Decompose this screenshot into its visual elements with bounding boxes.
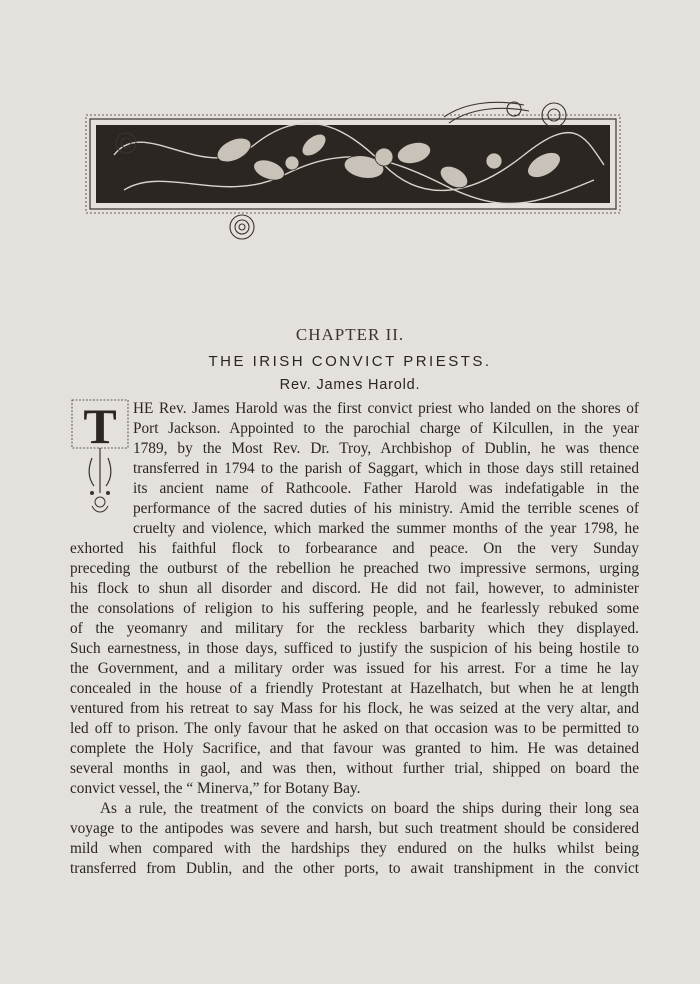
body-line-16: ventured from his retreat to say Mass for his flock, he was seized at the very altar, and [70, 700, 639, 717]
body-line-11: the consolations of religion to his suffering people, and he fearlessly rebuked some [70, 600, 639, 617]
body-line-2: Port Jackson. Appointed to the parochial charge of Kilcullen, in the year [133, 420, 639, 437]
body-line-8: exhorted his faithful flock to forbearance and peace. On the very Sunday [70, 540, 639, 557]
body-line-1: HE Rev. James Harold was the first convict priest who landed on the shores of [133, 400, 639, 417]
drop-cap-letter: T [83, 398, 117, 454]
chapter-number: CHAPTER II. [295, 325, 405, 344]
body-line-21: As a rule, the treatment of the convicts on board the ships during their long sea [100, 800, 639, 817]
body-line-23: mild when compared with the hardships they endured on the hulks whilst being [70, 840, 639, 857]
chapter-subtitle: Rev. James Harold. [279, 377, 421, 393]
body-line-6: performance of the sacred duties of his ministry. Amid the terrible scenes of [133, 500, 639, 517]
body-line-13: Such earnestness, in those days, sufficed to justify the suspicion of his being hostile to [70, 640, 639, 657]
chapter-title: THE IRISH CONVICT PRIESTS. [208, 353, 492, 370]
body-line-3: 1789, by the Most Rev. Dr. Troy, Archbishop of Dublin, he was thence [133, 440, 639, 457]
ornamental-initial-letter [70, 398, 130, 518]
body-line-5: its ancient name of Rathcoole. Father Harold was indefatigable in the [133, 480, 639, 497]
body-line-17: led off to prison. The only favour that he asked on that occasion was to be permitted to [70, 720, 639, 737]
body-line-19: several months in gaol, and was then, without further trial, shipped on board the [70, 760, 639, 777]
body-line-7: cruelty and violence, which marked the summer months of the year 1798, he [133, 520, 639, 537]
body-line-12: of the yeomanry and military for the reckless barbarity which they displayed. [70, 620, 639, 637]
body-line-9: preceding the outburst of the rebellion he preached two impressive sermons, urging [70, 560, 639, 577]
body-line-15: concealed in the house of a friendly Protestant at Hazelhatch, but when he at length [70, 680, 639, 697]
floral-headpiece-ornament [84, 95, 624, 255]
body-line-14: the Government, and a military order was issued for his arrest. For a time he lay [70, 660, 639, 677]
body-line-4: transferred in 1794 to the parish of Saggart, which in those days still retained [133, 460, 639, 477]
body-line-10: his flock to shun all disorder and discord. He did not fail, however, to administer [70, 580, 639, 597]
initial-ornament-icon [70, 398, 130, 518]
body-line-24: transferred from Dublin, and the other ports, to await transhipment in the convict [70, 860, 639, 877]
body-line-22: voyage to the antipodes was severe and harsh, but such treatment should be considered [70, 820, 639, 837]
body-line-20: convict vessel, the “ Minerva,” for Botany Bay. [70, 780, 361, 797]
body-line-18: complete the Holy Sacrifice, and that favour was granted to him. He was detained [70, 740, 639, 757]
